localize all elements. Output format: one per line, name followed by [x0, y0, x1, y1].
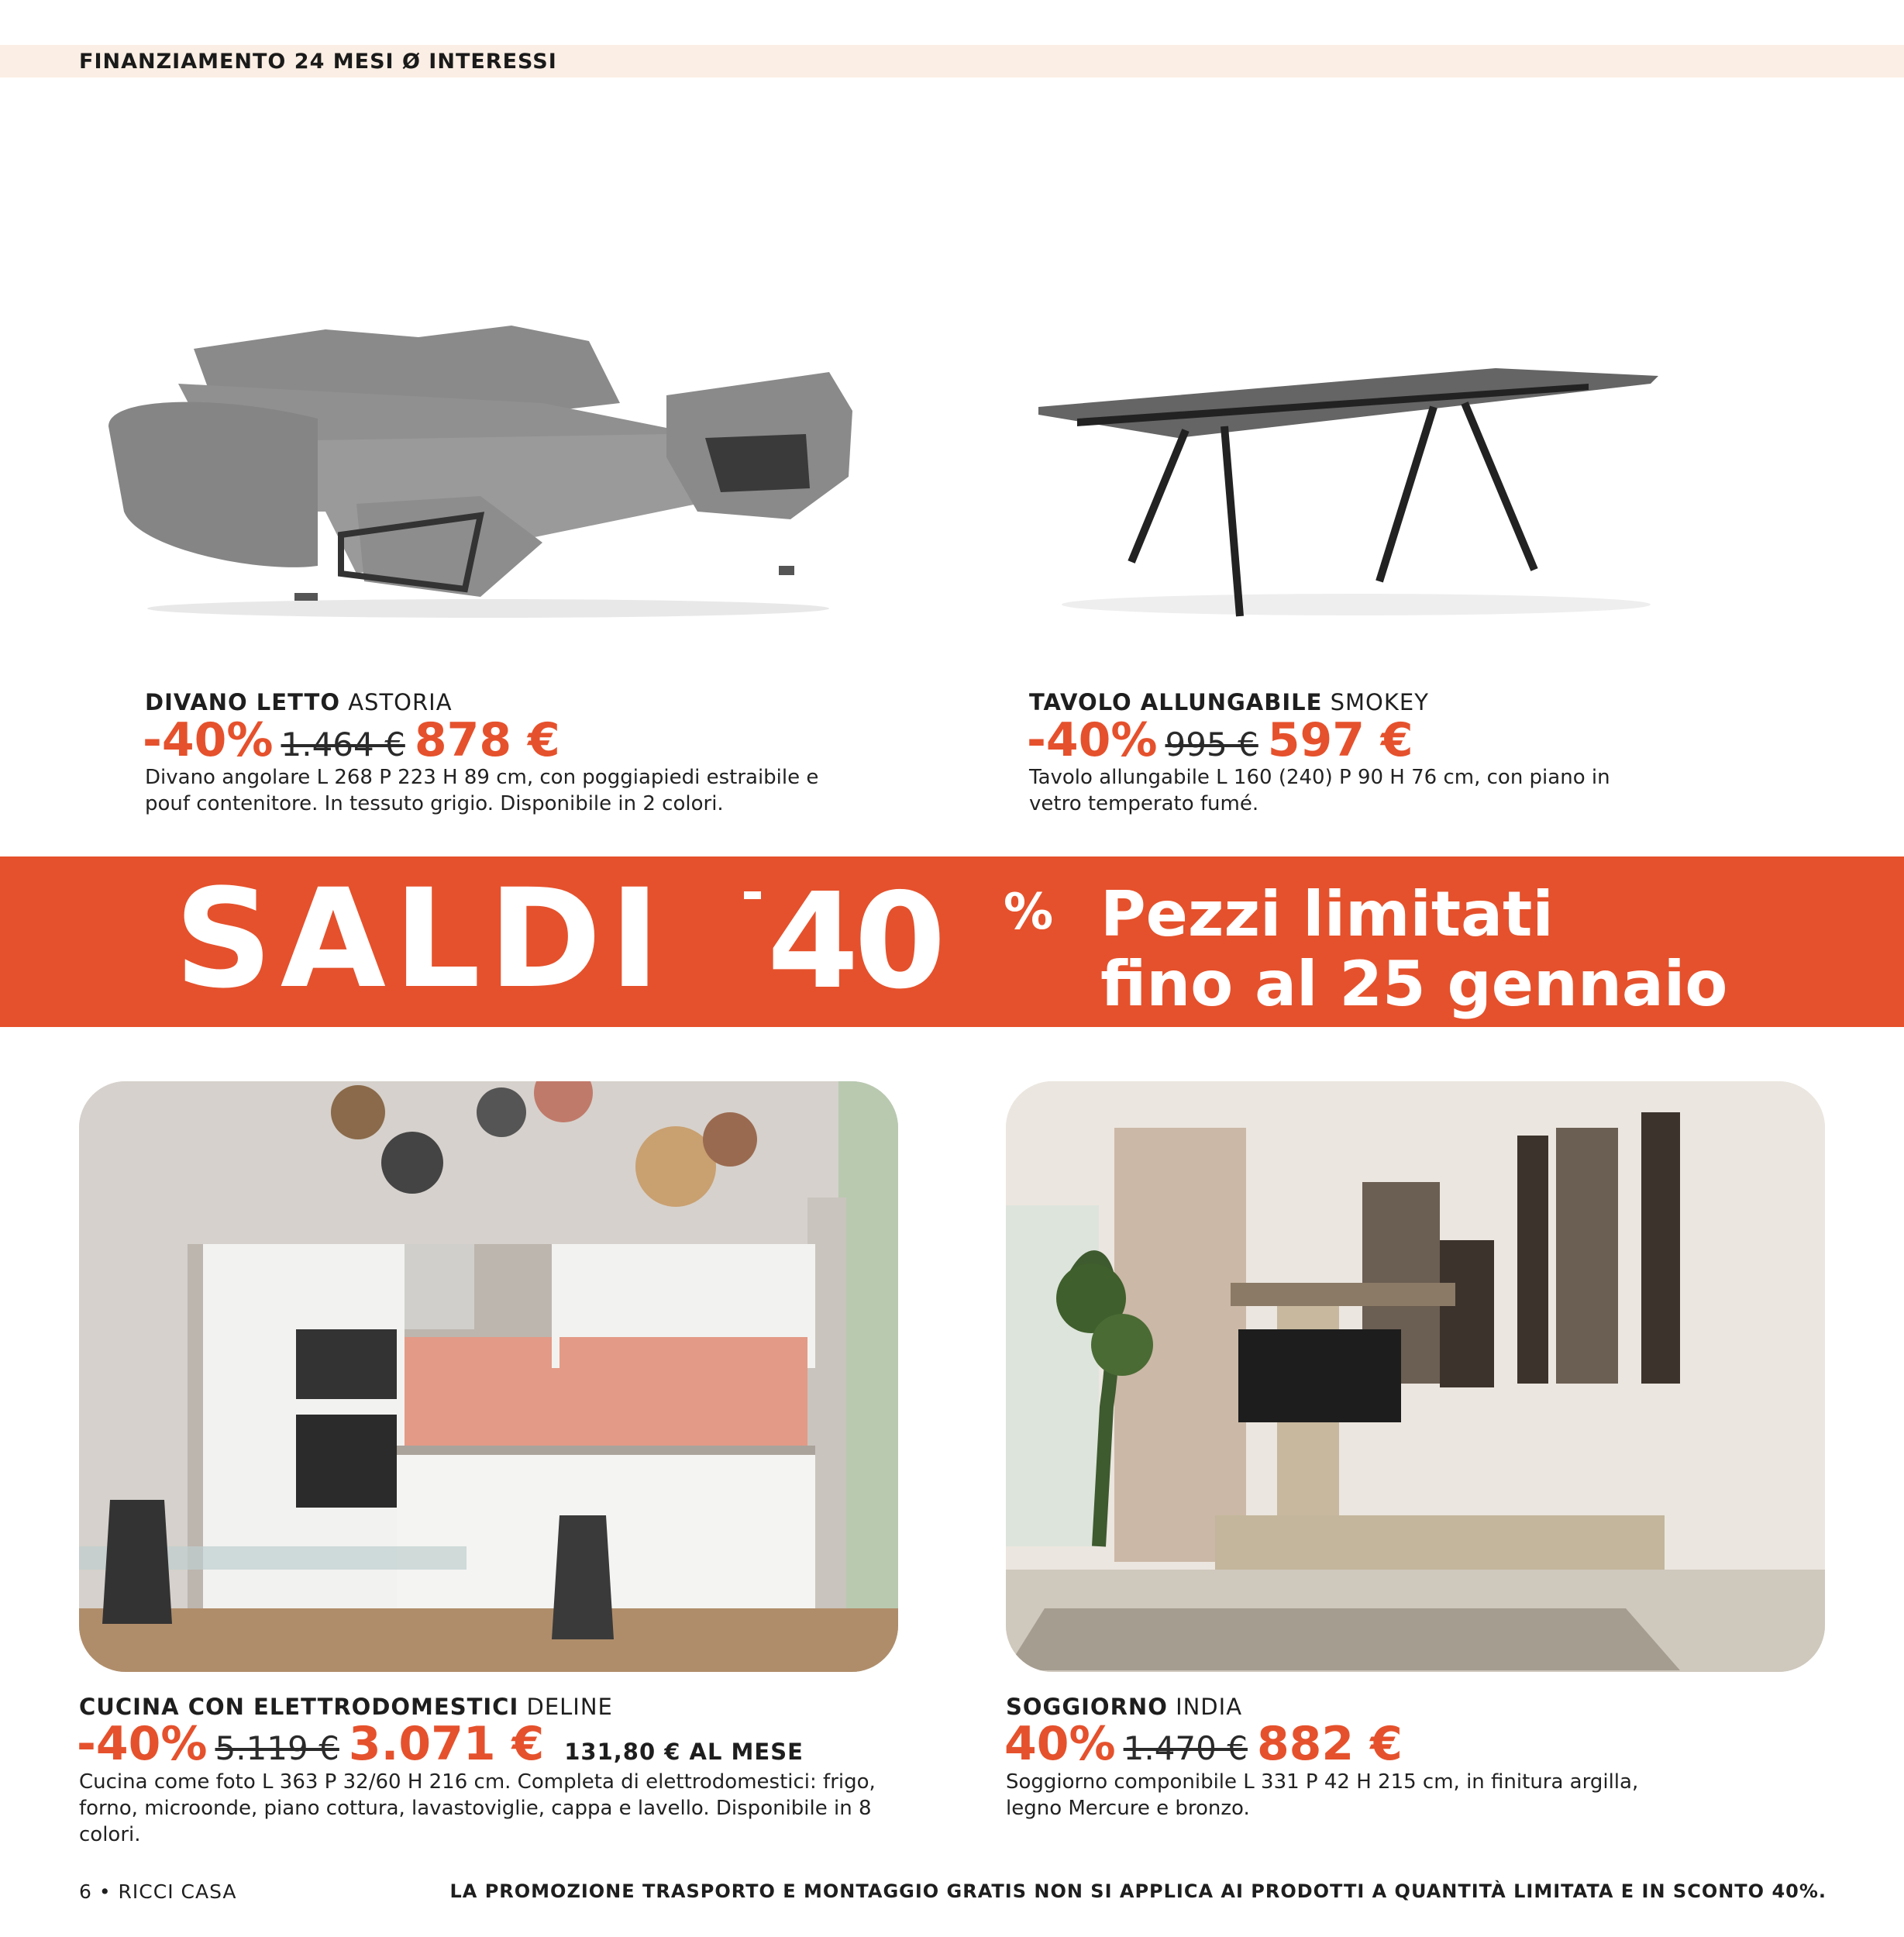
banner-saldi: SALDI [174, 860, 668, 1018]
banner-text [1100, 880, 1727, 1019]
price-row-sofa [143, 713, 560, 767]
product-title-kitchen: CUCINA CON ELETTRODOMESTICI DELINE [79, 1694, 613, 1720]
old-price: 1.470 € [1123, 1729, 1248, 1767]
product-description-table: Tavolo allungabile L 160 (240) P 90 H 76 cm, con piano in vetro temperato fumé. [1029, 766, 1610, 815]
old-price: 1.464 € [281, 726, 405, 763]
new-price: 3.071 € [348, 1717, 545, 1771]
price-row-living [1004, 1717, 1403, 1771]
discount-badge: -40% [77, 1717, 208, 1771]
financing-text: FINANZIAMENTO 24 MESI Ø INTERESSI [79, 50, 557, 74]
banner-percent: % [1004, 884, 1054, 941]
product-description-kitchen: Cucina come foto L 363 P 32/60 H 216 cm. Completa di elettrodomestici: frigo, forno, microonde, piano cottura, lavastoviglie, cappa e lavello. Disponibile in 8 colori. [79, 1770, 876, 1846]
table-image [1031, 353, 1666, 624]
discount-badge: 40% [1004, 1717, 1116, 1771]
sofa-image [108, 318, 868, 620]
banner-line1: Pezzi limitati [1100, 878, 1554, 950]
old-price: 5.119 € [215, 1729, 339, 1767]
banner-line2: fino al 25 gennaio [1100, 948, 1728, 1020]
page-number: 6 • RICCI CASA [79, 1880, 237, 1903]
new-price: 597 € [1267, 713, 1413, 767]
banner-number: 40 [767, 865, 942, 1018]
discount-badge: -40% [1027, 713, 1158, 767]
banner-minus-sign [744, 891, 761, 899]
kitchen-photo [79, 1081, 898, 1672]
new-price: 878 € [414, 713, 560, 767]
product-title-table: TAVOLO ALLUNGABILE SMOKEY [1029, 689, 1429, 715]
product-description-living: Soggiorno componibile L 331 P 42 H 215 cm, in finitura argilla, legno Mercure e bronzo. [1006, 1770, 1639, 1820]
promo-note: LA PROMOZIONE TRASPORTO E MONTAGGIO GRATIS NON SI APPLICA AI PRODOTTI A QUANTITÀ LIMITATA E IN SCONTO 40%. [449, 1880, 1827, 1902]
financing-bar [0, 45, 1904, 78]
price-row-kitchen [77, 1717, 804, 1771]
monthly-price: 131,80 € AL MESE [564, 1739, 804, 1765]
discount-badge: -40% [143, 713, 274, 767]
living-room-photo [1006, 1081, 1825, 1672]
price-row-table [1027, 713, 1413, 767]
product-title-living: SOGGIORNO INDIA [1006, 1694, 1243, 1720]
product-description-sofa: Divano angolare L 268 P 223 H 89 cm, con poggiapiedi estraibile e pouf contenitore. In tessuto grigio. Disponibile in 2 colori. [145, 766, 819, 815]
product-title-sofa: DIVANO LETTO ASTORIA [145, 689, 453, 715]
new-price: 882 € [1256, 1717, 1403, 1771]
old-price: 995 € [1165, 726, 1258, 763]
